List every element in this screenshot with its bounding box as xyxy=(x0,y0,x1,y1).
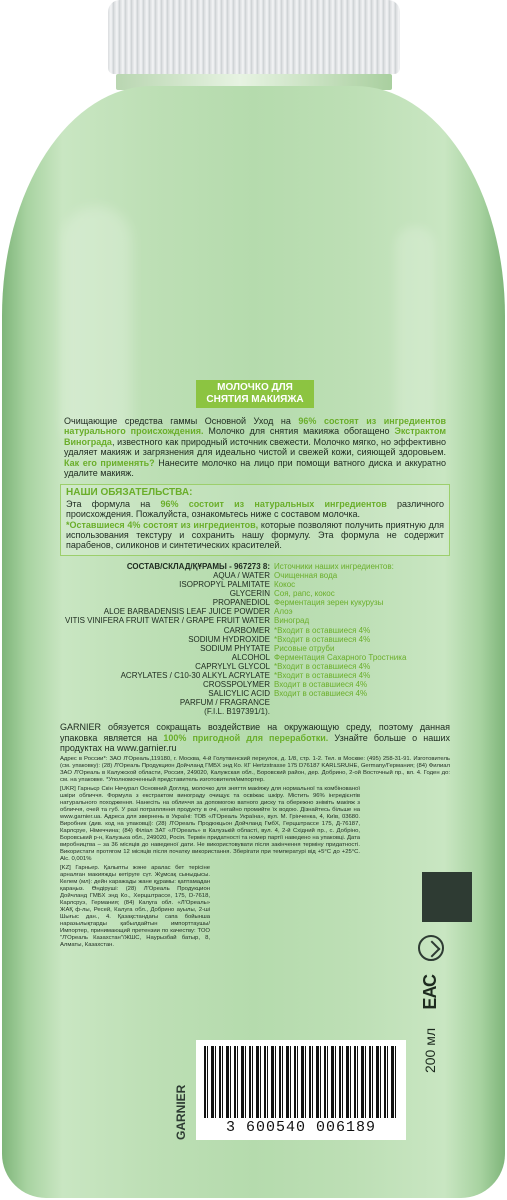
ingredient-name: CARBOMER xyxy=(223,625,270,635)
commitments-highlight-2: *Оставшиеся 4% состоят из ингредиентов, xyxy=(66,519,259,530)
ingredient-source: *Входит в оставшиеся 4% xyxy=(274,625,371,635)
ingredients-names xyxy=(60,562,274,717)
recycling-statement xyxy=(60,722,450,753)
barcode-bars xyxy=(204,1046,398,1118)
intro-paragraph xyxy=(60,416,450,478)
recycling-text-1: GARNIER обязуется сокращать воздействие на окружающую среду, поэтому данная упаковка является на xyxy=(60,722,450,743)
barcode-number: 3 600540 006189 xyxy=(225,1119,377,1136)
ingredient-name: ALOE BARBADENSIS LEAF JUICE POWDER xyxy=(103,607,270,617)
garnier-brand-block xyxy=(118,1040,188,1140)
ingredient-source: Ферментация зерен кукурузы xyxy=(274,598,384,608)
ingredient-source: Соя, рапс, кокос xyxy=(274,589,335,599)
eac-mark: ЕАС xyxy=(420,975,440,1010)
intro-text-2: Молочко для снятия макияжа обогащено xyxy=(208,426,390,437)
recycle-icon xyxy=(418,935,444,961)
commitments-title: НАШИ ОБЯЗАТЕЛЬСТВА: xyxy=(66,487,193,499)
ingredient-name: (F.I.L. B197391/1). xyxy=(204,707,270,717)
ingredients-sources xyxy=(274,562,450,717)
commitments-highlight-1: 96% состоит из натуральных ингредиентов xyxy=(160,498,387,509)
ingredient-source: Кокос xyxy=(274,580,296,590)
ingredient-source: Входит в оставшиеся 4% xyxy=(274,680,368,690)
volume-label: 200 мл xyxy=(422,1028,438,1074)
ingredient-name: CAPRYLYL GLYCOL xyxy=(195,661,270,671)
ingredient-name: SALICYLIC ACID xyxy=(208,689,270,699)
ingredient-name: ALCOHOL xyxy=(231,652,270,662)
ingredient-source: Алоэ xyxy=(274,607,293,617)
intro-text-4: Нанесите молочко на лицо при помощи ватного диска и аккуратно удалите макияж. xyxy=(64,457,446,479)
recycling-text-2: Узнайте больше о наших продуктах на www.garnier.ru xyxy=(60,732,450,754)
ingredient-name: AQUA / WATER xyxy=(213,570,270,580)
ingredient-source: *Входит в оставшиеся 4% xyxy=(274,634,371,644)
commitments-text-4: которые позволяют получить приятную для использования текстуру и сохранить нашу формулу. Эта формула не содержит парабенов, силиконов и синтетических красителей. xyxy=(66,519,444,551)
ingredient-source: Очищенная вода xyxy=(274,570,338,580)
product-label xyxy=(60,380,450,949)
intro-highlight-1: 96% состоят из ингредиентов натурального происхождения. xyxy=(64,416,446,437)
commitments-box xyxy=(60,484,450,555)
ingredient-name: ACRYLATES / C10-30 ALKYL ACRYLATE CROSSPOLYMER xyxy=(120,671,270,690)
ingredient-name: PROPANEDIOL xyxy=(212,598,270,608)
intro-highlight-2: Экстрактом Винограда xyxy=(64,426,446,447)
ingredient-name: GLYCERIN xyxy=(229,589,270,599)
ingredient-source: *Входит в оставшиеся 4% xyxy=(274,661,371,671)
intro-text-1: Очищающие средства гаммы Основной Уход на xyxy=(64,416,291,426)
ingredients-table xyxy=(60,562,450,717)
intro-highlight-3: Как его применять? xyxy=(64,457,155,468)
legal-text-ukr: [UKR] Гарньєр Скін Нечурал Основний Догляд, молочко для зняття макіяжу для нормальної та комбінованої шкіри обличчя. Формула з екстрактом винограду очищує та освіжає шкіру. Містить 96% інгредієнтів натурального походження. Нанесіть на обличчя за допомогою ватного диску та обережно зніміть макіяж з обличчя, очей та губ. У разі потрапляння продукту в очі, негайно промийте їх водою. Дізнайтесь більше на www.garnier.ua. Адреса для звернень в Україні: ТОВ «Л'Ореаль Україна», вул. М. Грінченка, 4, Київ, 03680. Виробник (див. код на упаковці): (28) Л'Ореаль Продюкцьон Дойчланд ГмбХ, Герцштрассе 175, Д-76187, Карлсруе, Німеччина; (84) Філіал ЗАТ «Л'Ореаль» в Калузькій області, вул. 4, 2-й Східний пр., с. Добріно, Боровський р-н, Калузька обл., 249020, Росія. Термін придатності та номер партії наведено на упаковці. Дата виробництва – за 36 місяців до наведеної дати. Не використовувати після закінчення терміну придатності. Використати протягом 12 місяців після початку використання. Зберігати при температурі від +5°C до +25°C. Alc. 0,001% xyxy=(60,785,360,862)
legal-text-kz: [KZ] Гарньер. Қалыпты және аралас бет терісіне арналған макияжды кетіруге сүт. Жұмсақ сыныдысы. Келем (мл): дейн каражады жане құрамы: қаптамадан қараңыз. Өндіруші: (28) Л'Ореаль Продукцион Дойчланд ГМБХ энд Ко., Херцштрассе, 175, D-7618, Карлсруэ, Германия; (84) Калуга обл. «Л'Ореаль» ЖАҚ ф-лы, Ресей, Калуга обл., Добрино ауылы, 2-ші Шығыс дан., 4. Қазақстандағы сапа бойынша наразылықтарды қабылдайтын импорттаушы/ Импортер, принимающий претензии по качеству: ТОО "Л'Ореаль Казахстан"/ЖШС, Наурызбай батыр, 8, Алматы, Казахстан. xyxy=(60,864,210,948)
commitments-text-1: Эта формула на xyxy=(66,498,151,509)
commitments-text xyxy=(66,499,444,520)
product-title-badge xyxy=(196,380,314,408)
ingredient-name: VITIS VINIFERA FRUIT WATER / GRAPE FRUIT WATER xyxy=(64,616,270,626)
ingredient-source: *Входит в оставшиеся 4% xyxy=(274,671,371,680)
ingredient-source xyxy=(274,698,450,707)
ingredient-source: Рисовые отруби xyxy=(274,643,335,653)
title-line-2: СНЯТИЯ МАКИЯЖА xyxy=(206,394,304,405)
intro-text-3: , известного как природный источник свежести. Молочко мягко, но эффективно удаляет макияж и загрязнения для идеально чистой и свежей кожи, сияющей здоровьем. xyxy=(64,436,446,458)
commitments-text-2: различного происхождения. Пожалуйста, ознакомьтесь ниже с составом молочка. xyxy=(66,498,444,520)
barcode xyxy=(196,1040,406,1140)
color-swatch-square xyxy=(422,872,472,922)
ingredient-name: PARFUM / FRAGRANCE xyxy=(179,698,270,708)
ingredients-header: СОСТАВ/СКЛАД/ҚҰРАМЫ - 967273 8: xyxy=(126,561,270,571)
ingredient-name: SODIUM PHYTATE xyxy=(200,643,270,653)
ingredient-source: Ферментация Сахарного Тростника xyxy=(274,652,407,662)
title-line-1: МОЛОЧКО ДЛЯ xyxy=(217,382,293,393)
recycling-highlight: 100% пригодной для переработки. xyxy=(163,732,329,743)
ingredients-sources-header: Источники наших ингредиентов: xyxy=(274,561,394,571)
ingredient-name: ISOPROPYL PALMITATE xyxy=(179,580,270,590)
legal-text-ru: Адрес в России*: ЗАО Л'Ореаль,119180, г. Москва, 4-й Голутвинский переулок, д. 1/8, стр. 1-2. Тел. в Москве: (495) 258-31-91. Изготовитель (см. упаковку): (28) Л'Ореаль Продукцион Дойчланд ГМБХ энд Ко. КГ Hertzstrasse 175 D76187 KARLSRUHE, Germany/Германия; (84) Филиал ЗАО Л'Ореаль в Калужской области, Россия, 249020, Калужская обл., Боровский район, дер. Добрино, 2-ой Восточный пр., вл. 4. Годен до: см. на упаковке. *Уполномоченный представитель изготовителя/импортер. xyxy=(60,755,450,783)
ingredient-source: Виноград xyxy=(274,616,310,626)
bottle-cap xyxy=(108,0,400,74)
ingredient-source: Входит в оставшиеся 4% xyxy=(274,689,368,699)
commitments-text-b xyxy=(66,520,444,551)
ingredient-name: SODIUM HYDROXIDE xyxy=(188,634,270,644)
garnier-logo: GARNIER xyxy=(174,1084,188,1140)
